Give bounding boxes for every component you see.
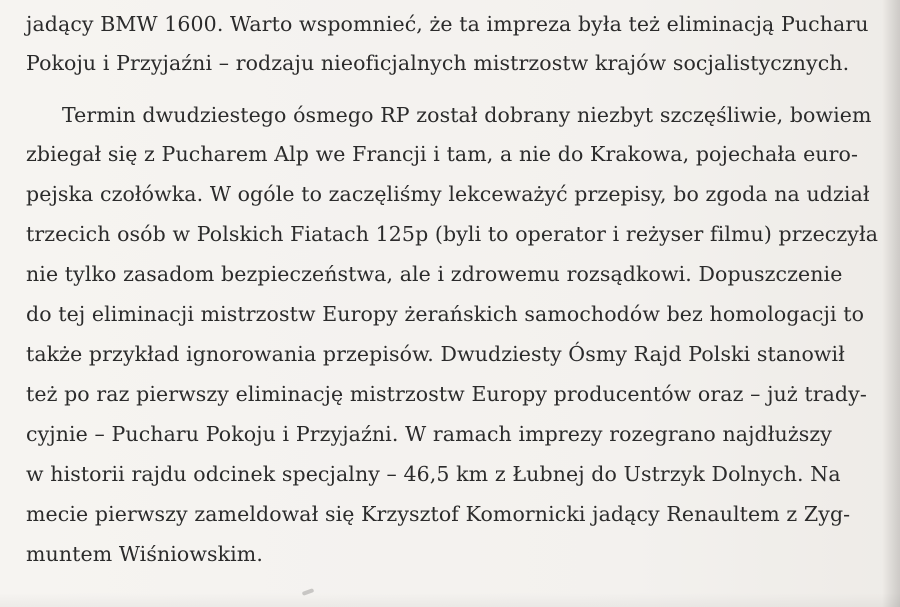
- text-line: pejska czołówka. W ogóle to zaczęliśmy lekceważyć przepisy, bo zgoda na udział: [26, 182, 870, 206]
- text-line: zbiegał się z Pucharem Alp we Francji i tam, a nie do Krakowa, pojechała euro-: [26, 142, 858, 166]
- text-line: jadący BMW 1600. Warto wspomnieć, że ta impreza była też eliminacją Pucharu: [26, 12, 869, 36]
- text-line: też po raz pierwszy eliminację mistrzostw Europy producentów oraz – już trady-: [26, 382, 867, 406]
- text-line: Pokoju i Przyjaźni – rodzaju nieoficjalnych mistrzostw krajów socjalistycznych.: [26, 51, 850, 75]
- text-line: także przykład ignorowania przepisów. Dwudziesty Ósmy Rajd Polski stanowił: [26, 342, 845, 366]
- text-line: mecie pierwszy zameldował się Krzysztof Komornicki jadący Renaultem z Zyg-: [26, 502, 851, 526]
- text-line: do tej eliminacji mistrzostw Europy żerańskich samochodów bez homologacji to: [26, 302, 865, 326]
- text-line: muntem Wiśniowskim.: [26, 542, 263, 566]
- text-line: trzecich osób w Polskich Fiatach 125p (byli to operator i reżyser filmu) przeczyła: [26, 222, 879, 246]
- ink-mark: [302, 588, 315, 596]
- text-line: w historii rajdu odcinek specjalny – 46,5 km z Łubnej do Ustrzyk Dolnych. Na: [26, 462, 841, 486]
- page-gutter-shadow: [882, 0, 900, 607]
- page-bottom-shadow: [0, 593, 900, 607]
- text-line: cyjnie – Pucharu Pokoju i Przyjaźni. W ramach imprezy rozegrano najdłuższy: [26, 422, 832, 446]
- paragraph-start-line: Termin dwudziestego ósmego RP został dobrany niezbyt szczęśliwie, bowiem: [62, 103, 872, 127]
- text-line: nie tylko zasadom bezpieczeństwa, ale i zdrowemu rozsądkowi. Dopuszczenie: [26, 262, 843, 286]
